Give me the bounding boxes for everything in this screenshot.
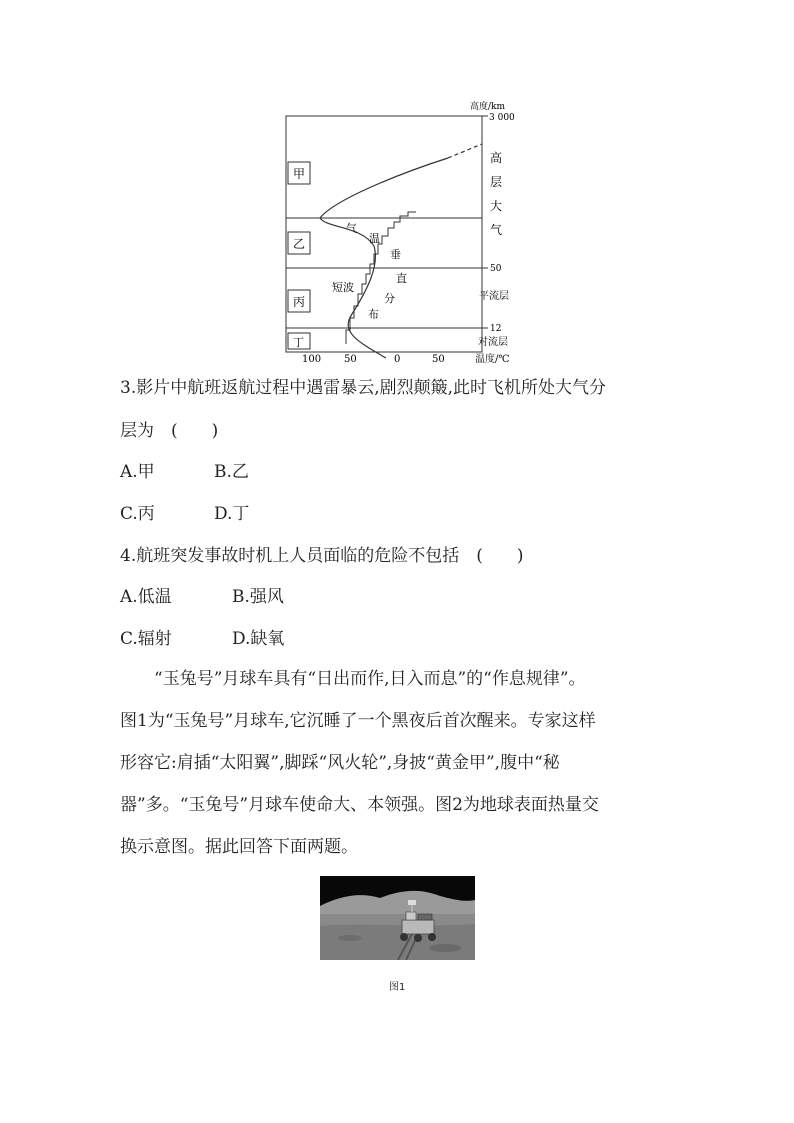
passage-line-5: 换示意图。据此回答下面两题。 — [120, 837, 358, 857]
curve-label-qi: 气 — [346, 222, 357, 235]
q3-stem-line1: 3.影片中航班返航过程中遇雷暴云,剧烈颠簸,此时飞机所处大气分 — [120, 378, 607, 398]
stratosphere-label: 平流层 — [479, 291, 509, 302]
x-axis-label: 温度/℃ — [475, 354, 510, 365]
q4-option-d: D.缺氧 — [232, 629, 285, 649]
curve-label-fen: 分 — [384, 292, 395, 305]
upper-atmo-char-4: 气 — [490, 223, 503, 237]
x-tick-0: 0 — [394, 354, 401, 365]
diagram-frame — [286, 116, 482, 352]
lunar-rover-photo — [320, 876, 475, 960]
passage-line-3: 形容它:肩插“太阳翼”,脚踩“风火轮”,身披“黄金甲”,腹中“秘 — [120, 753, 560, 773]
upper-atmo-char-2: 层 — [490, 175, 503, 189]
q3-option-a: A.甲 — [120, 462, 155, 482]
q3-option-b: B.乙 — [214, 462, 249, 482]
q3-option-d: D.丁 — [214, 504, 250, 524]
layer-label-jia: 甲 — [293, 167, 306, 181]
figure-1-caption: 图1 — [389, 982, 406, 993]
q3-stem-line2: 层为 ( ) — [120, 421, 219, 441]
y-tick-3000: 3 000 — [489, 113, 515, 123]
y-tick-12: 12 — [490, 324, 502, 334]
atmosphere-layer-diagram — [278, 96, 528, 368]
troposphere-label: 对流层 — [478, 337, 508, 348]
q4-option-a: A.低温 — [120, 587, 172, 607]
upper-atmo-char-3: 大 — [490, 199, 503, 213]
layer-label-yi: 乙 — [293, 237, 306, 251]
y-tick-50: 50 — [490, 264, 502, 274]
layer-label-bing: 丙 — [293, 295, 306, 309]
q4-option-b: B.强风 — [232, 587, 284, 607]
curve-label-chui: 垂 — [390, 248, 401, 261]
layer-label-ding: 丁 — [293, 336, 304, 349]
passage-line-1: “玉兔号”月球车具有“日出而作,日入而息”的“作息规律”。 — [120, 669, 586, 689]
shortwave-label: 短波 — [332, 281, 354, 294]
x-tick-100: 100 — [302, 354, 322, 365]
curve-label-wen: 温 — [369, 232, 380, 245]
x-tick-50-neg: 50 — [344, 354, 357, 365]
q3-option-c: C.丙 — [120, 504, 155, 524]
passage-line-2: 图1为“玉兔号”月球车,它沉睡了一个黑夜后首次醒来。专家这样 — [120, 711, 596, 731]
temperature-curve-dashed — [448, 144, 482, 158]
y-axis-label: 高度/km — [470, 102, 506, 112]
upper-atmo-char-1: 高 — [490, 151, 503, 165]
q4-option-c: C.辐射 — [120, 629, 172, 649]
curve-label-bu: 布 — [368, 308, 379, 321]
curve-label-zhi: 直 — [396, 272, 407, 285]
passage-line-4: 器”多。“玉兔号”月球车使命大、本领强。图2为地球表面热量交 — [120, 795, 599, 815]
q4-stem: 4.航班突发事故时机上人员面临的危险不包括 ( ) — [120, 546, 524, 566]
x-tick-50: 50 — [432, 354, 445, 365]
